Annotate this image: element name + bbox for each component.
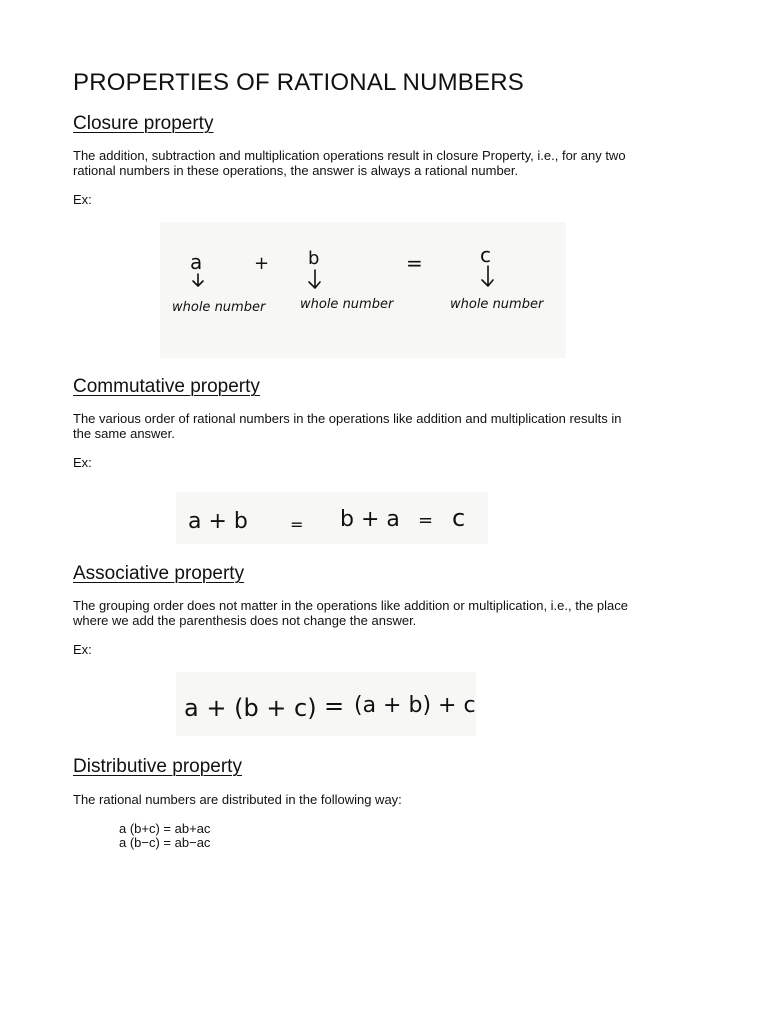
closure-arrow-a-icon: [193, 274, 203, 286]
commutative-example-label: Ex:: [73, 455, 92, 470]
page-title: PROPERTIES OF RATIONAL NUMBERS: [73, 69, 524, 96]
commutative-heading: Commutative property: [73, 376, 260, 397]
associative-description: [73, 598, 698, 628]
distributive-formula-addition: a (b+c) = ab+ac: [119, 821, 211, 836]
closure-term-b: b: [308, 248, 320, 269]
associative-description-line-1: The grouping order does not matter in the operations like addition or multiplication, i.e., the place: [73, 598, 628, 613]
closure-example-label: Ex:: [73, 192, 92, 207]
closure-term-a: a: [190, 250, 203, 274]
associative-equals-sign: =: [324, 692, 345, 720]
closure-description-line-1: The addition, subtraction and multiplication operations result in closure Property, i.e., for any two: [73, 148, 626, 163]
commutative-handwritten-example: [176, 492, 488, 544]
closure-handwritten-example: [160, 222, 566, 358]
commutative-equals-sign-2: =: [418, 510, 434, 531]
closure-example-drawing: [160, 222, 566, 358]
commutative-description-line-2: the same answer.: [73, 426, 175, 441]
associative-handwritten-example: [176, 672, 476, 736]
commutative-description-line-1: The various order of rational numbers in the operations like addition and multiplication results in: [73, 411, 622, 426]
commutative-example-drawing: [176, 492, 488, 544]
associative-heading: Associative property: [73, 563, 245, 584]
closure-description-line-2: rational numbers in these operations, the answer is always a rational number.: [73, 163, 519, 178]
distributive-heading: Distributive property: [73, 756, 242, 777]
closure-arrow-b-icon: [309, 270, 320, 288]
closure-arrow-c-icon: [482, 266, 493, 286]
commutative-equals-sign-1: =: [290, 515, 304, 534]
commutative-middle-expression: b + a: [340, 507, 400, 532]
commutative-description: [73, 411, 698, 441]
closure-plus-sign: +: [254, 253, 270, 274]
associative-example-label: Ex:: [73, 642, 92, 657]
closure-description: [73, 148, 698, 178]
closure-term-c: c: [480, 243, 491, 267]
closure-label-whole-number-a: whole number: [172, 300, 266, 315]
associative-left-expression: a + (b + c): [184, 694, 317, 722]
associative-example-drawing: [176, 672, 476, 736]
closure-label-whole-number-c: whole number: [450, 297, 544, 312]
distributive-formula-subtraction: a (b−c) = ab−ac: [119, 835, 211, 850]
closure-equals-sign: =: [406, 251, 423, 275]
closure-label-whole-number-b: whole number: [300, 297, 394, 312]
commutative-result: c: [452, 504, 466, 532]
associative-description-line-2: where we add the parenthesis does not change the answer.: [73, 613, 417, 628]
commutative-left-expression: a + b: [188, 509, 248, 534]
distributive-description: The rational numbers are distributed in the following way:: [73, 792, 402, 807]
associative-right-expression: (a + b) + c: [354, 693, 476, 718]
closure-heading: Closure property: [73, 113, 214, 134]
